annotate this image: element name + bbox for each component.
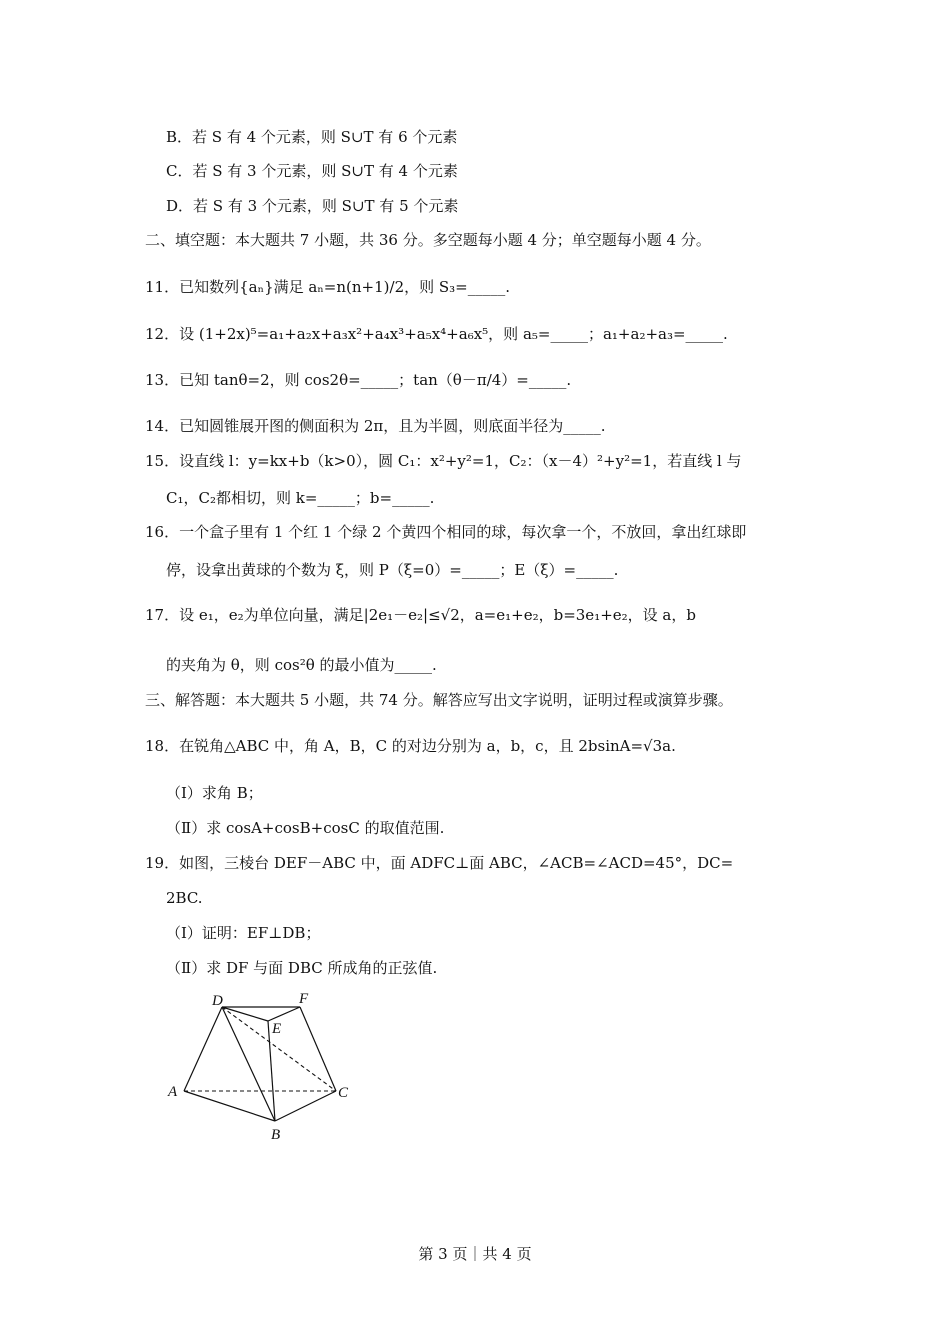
label-B: B (271, 1127, 281, 1143)
text-line: （Ⅰ）证明：EF⊥DB； (166, 924, 321, 942)
text-line: 12．设 (1+2x)⁵=a₁+a₂x+a₃x²+a₄x³+a₅x⁴+a₆x⁵，则 a₅=_____；a₁+a₂+a₃=_____. (145, 325, 728, 343)
text-line: D．若 S 有 3 个元素，则 S∪T 有 5 个元素 (166, 197, 459, 215)
text-line: （Ⅰ）求角 B； (166, 784, 263, 802)
text-line: 16．一个盒子里有 1 个红 1 个绿 2 个黄四个相同的球，每次拿一个，不放回，拿出红球即 (145, 523, 747, 541)
text-line: 13．已知 tanθ=2，则 cos2θ=_____；tan（θ－π/4）=_____. (145, 371, 572, 389)
label-A: A (168, 1084, 178, 1100)
edge-AB (184, 1091, 275, 1121)
label-F: F (299, 991, 309, 1007)
text-line: （Ⅱ）求 cosA+cosB+cosC 的取值范围. (166, 819, 445, 837)
edge-DE (222, 1007, 268, 1021)
text-line: 11．已知数列{aₙ}满足 aₙ=n(n+1)/2，则 S₃=_____. (145, 278, 511, 296)
text-line: 17．设 e₁，e₂为单位向量，满足|2e₁－e₂|≤√2，a=e₁+e₂，b=3e₁+e₂，设 a，b (145, 606, 696, 624)
text-line: C．若 S 有 3 个元素，则 S∪T 有 4 个元素 (166, 162, 458, 180)
text-line: 2BC. (166, 889, 203, 907)
label-D: D (212, 993, 223, 1009)
text-line: 15．设直线 l：y=kx+b（k>0），圆 C₁：x²+y²=1，C₂：（x－4）²+y²=1，若直线 l 与 (145, 452, 742, 470)
text-line: C₁，C₂都相切，则 k=_____；b=_____. (166, 489, 435, 507)
text-line: 14．已知圆锥展开图的侧面积为 2π，且为半圆，则底面半径为_____. (145, 417, 606, 435)
text-line: 19．如图，三棱台 DEF－ABC 中，面 ADFC⊥面 ABC，∠ACB=∠ACD=45°，DC= (145, 854, 734, 872)
label-C: C (338, 1085, 349, 1101)
text-line: B．若 S 有 4 个元素，则 S∪T 有 6 个元素 (166, 128, 458, 146)
edge-DB (222, 1007, 275, 1121)
text-line: （Ⅱ）求 DF 与面 DBC 所成角的正弦值. (166, 959, 438, 977)
text-line: 二、填空题：本大题共 7 小题，共 36 分。多空题每小题 4 分；单空题每小题 4 分。 (145, 231, 711, 249)
text-line: 第 3 页｜共 4 页 (418, 1245, 532, 1263)
text-line: 停，设拿出黄球的个数为 ξ，则 P（ξ=0）=_____；E（ξ）=_____. (166, 561, 619, 579)
frustum-figure (160, 985, 360, 1145)
text-line: 18．在锐角△ABC 中，角 A，B，C 的对边分别为 a，b，c，且 2bsinA=√3a. (145, 737, 676, 755)
text-line: 的夹角为 θ，则 cos²θ 的最小值为_____. (166, 656, 437, 674)
label-E: E (272, 1021, 282, 1037)
text-line: 三、解答题：本大题共 5 小题，共 74 分。解答应写出文字说明，证明过程或演算步骤。 (145, 691, 733, 709)
edge-DC (222, 1007, 336, 1091)
edge-BC (275, 1091, 336, 1121)
edge-EF (268, 1007, 300, 1021)
edge-DA (184, 1007, 222, 1091)
